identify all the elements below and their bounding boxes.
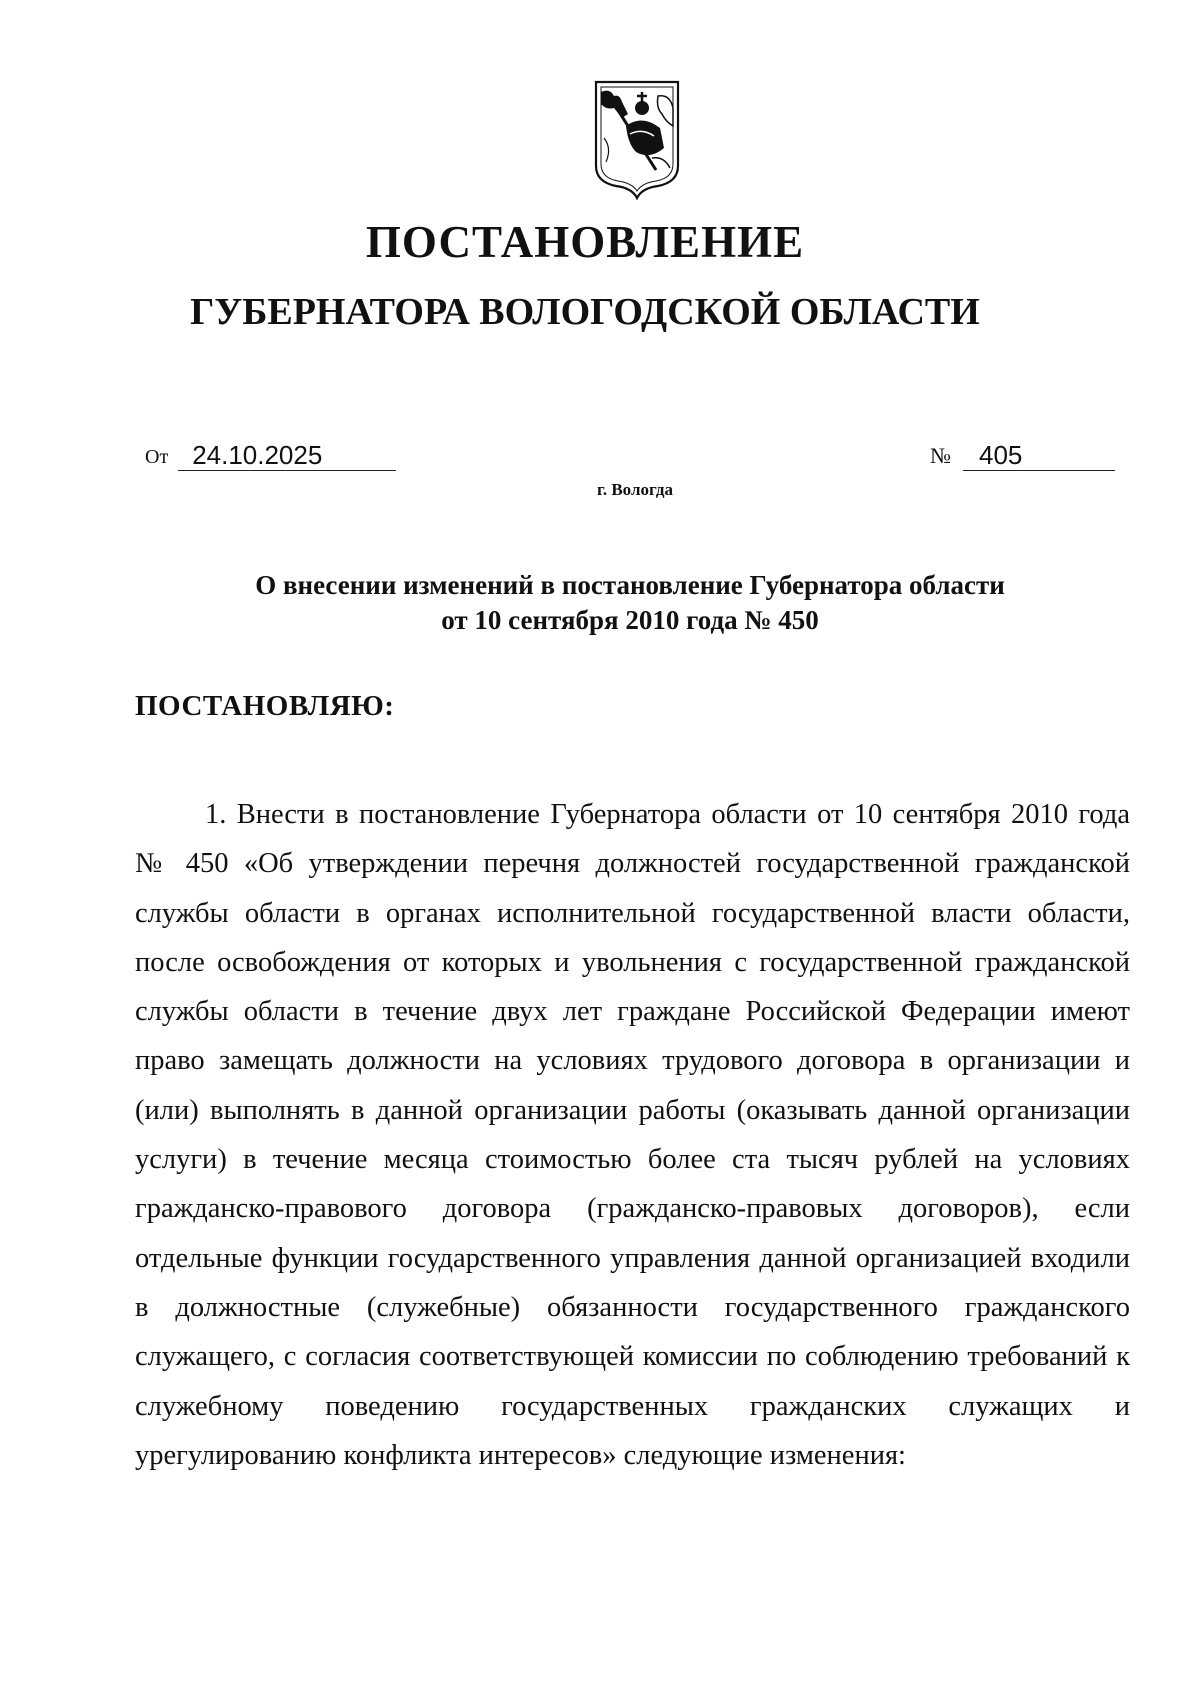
document-subtitle: ГУБЕРНАТОРА ВОЛОГОДСКОЙ ОБЛАСТИ	[190, 291, 980, 333]
document-date: 24.10.2025	[178, 440, 396, 471]
number-prefix: №	[930, 443, 951, 468]
subject-line-1: О внесении изменений в постановление Губернатора области	[255, 570, 1005, 600]
paragraph-1: 1. Внести в постановление Губернатора области от 10 сентября 2010 года № 450 «Об утверждении перечня должностей государственной гражданской службы области в органах исполнительной государственной власти области, после освобождения от которых и увольнения с государственной гражданской службы области в течение двух лет граждане Российской Федерации имеют право замещать должности на условиях трудового договора в организации и (или) выполнять в данной организации работы (оказывать данной организации услуги) в течение месяца стоимостью более ста тысяч рублей на условиях гражданско-правового договора (гражданско-правовых договоров), если отдельные функции государственного управления данной организацией входили в должностные (служебные) обязанности государственного гражданского служащего, с согласия соответствующей комиссии по соблюдению требований к служебному поведению государственных гражданских служащих и урегулированию конфликта интересов» следующие изменения:	[135, 799, 1130, 1471]
date-field	[145, 440, 396, 471]
city-label: г. Вологда	[597, 480, 673, 499]
date-prefix: От	[145, 446, 169, 468]
subject-line-2: от 10 сентября 2010 года № 450	[441, 605, 819, 635]
vologda-coat-of-arms-icon	[592, 78, 682, 200]
document-title: ПОСТАНОВЛЕНИЕ	[365, 217, 805, 267]
document-subject	[0, 568, 1200, 638]
number-field	[930, 440, 1115, 471]
decree-heading: ПОСТАНОВЛЯЮ:	[135, 690, 395, 722]
document-number: 405	[963, 440, 1115, 471]
